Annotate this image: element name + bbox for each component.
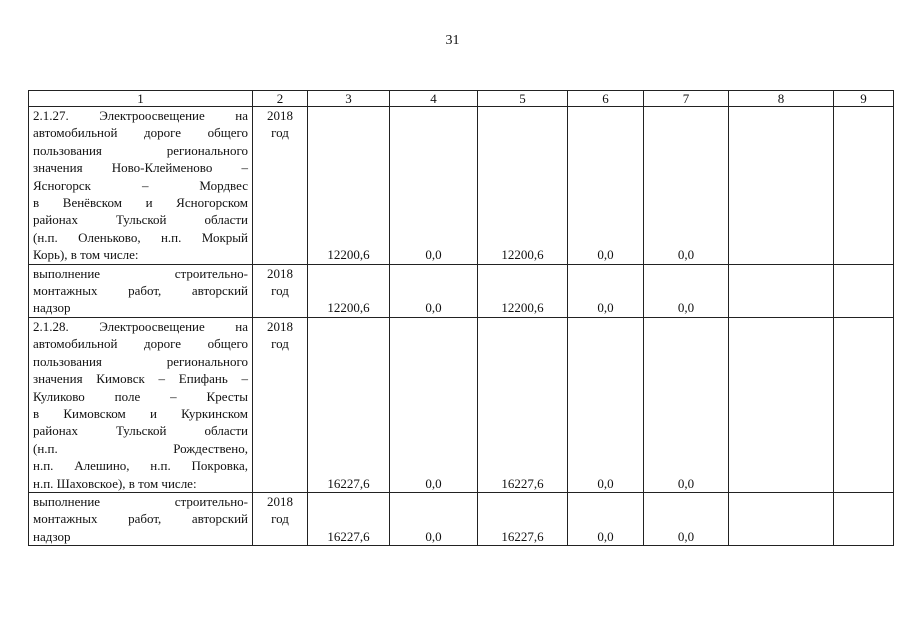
value-cell-c8 (729, 492, 834, 545)
value-cell-c9 (834, 492, 894, 545)
value-cell-c8 (729, 317, 834, 492)
value-cell-c7: 0,0 (644, 264, 729, 317)
description-line: автомобильной дороге общего (33, 336, 248, 352)
value-cell-c3: 16227,6 (308, 492, 390, 545)
value-cell-c4: 0,0 (390, 317, 478, 492)
year-cell: 2018 год (253, 264, 308, 317)
description-line: пользования регионального (33, 353, 248, 369)
budget-table (28, 90, 894, 546)
description-line: 2.1.27. Электроосвещение на (33, 108, 248, 123)
value-cell-c7: 0,0 (644, 107, 729, 265)
description-line: значения Кимовск – Епифань – (33, 371, 248, 387)
value-cell-c4: 0,0 (390, 107, 478, 265)
table-row (29, 107, 894, 265)
description-line: Корь), в том числе: (33, 247, 139, 263)
column-header: 2 (253, 91, 308, 107)
description-line: значения Ново-Клейменово – (33, 160, 248, 176)
page-number: 31 (445, 33, 460, 48)
value-cell-c8 (729, 107, 834, 265)
value-cell-c3: 12200,6 (308, 264, 390, 317)
description-line: выполнение строительно- (33, 493, 248, 509)
column-header: 6 (568, 91, 644, 107)
column-header: 9 (834, 91, 894, 107)
column-header: 7 (644, 91, 729, 107)
value-cell-c3: 12200,6 (308, 107, 390, 265)
column-number-row (29, 91, 894, 107)
description-line: надзор (33, 300, 71, 316)
item-description (29, 264, 253, 317)
value-cell-c3: 16227,6 (308, 317, 390, 492)
value-cell-c4: 0,0 (390, 492, 478, 545)
description-line: в Венёвском и Ясногорском (33, 195, 248, 211)
description-line: районах Тульской области (33, 423, 248, 439)
description-line: районах Тульской области (33, 212, 248, 228)
table-row (29, 317, 894, 492)
value-cell-c4: 0,0 (390, 264, 478, 317)
description-line: н.п. Алешино, н.п. Покровка, (33, 458, 248, 474)
value-cell-c5: 16227,6 (478, 492, 568, 545)
value-cell-c9 (834, 264, 894, 317)
description-line: (н.п. Оленьково, н.п. Мокрый (33, 229, 248, 245)
value-cell-c7: 0,0 (644, 317, 729, 492)
table-row (29, 492, 894, 545)
description-line: в Кимовском и Куркинском (33, 405, 248, 421)
description-line: пользования регионального (33, 142, 248, 158)
description-line: надзор (33, 528, 71, 544)
value-cell-c5: 12200,6 (478, 107, 568, 265)
description-line: автомобильной дороге общего (33, 125, 248, 141)
item-description (29, 492, 253, 545)
item-description (29, 107, 253, 265)
value-cell-c9 (834, 107, 894, 265)
description-line: н.п. Шаховское), в том числе: (33, 475, 197, 491)
column-header: 3 (308, 91, 390, 107)
value-cell-c5: 12200,6 (478, 264, 568, 317)
column-header: 4 (390, 91, 478, 107)
description-line: (н.п. Рождествено, (33, 440, 248, 456)
value-cell-c8 (729, 264, 834, 317)
value-cell-c6: 0,0 (568, 107, 644, 265)
description-line: монтажных работ, авторский (33, 511, 248, 527)
description-line: выполнение строительно- (33, 265, 248, 281)
column-header: 5 (478, 91, 568, 107)
description-line: Ясногорск – Мордвес (33, 177, 248, 193)
item-description (29, 317, 253, 492)
column-header: 8 (729, 91, 834, 107)
description-line: 2.1.28. Электроосвещение на (33, 318, 248, 334)
year-cell: 2018 год (253, 317, 308, 492)
value-cell-c7: 0,0 (644, 492, 729, 545)
year-cell: 2018 год (253, 492, 308, 545)
year-cell: 2018 год (253, 107, 308, 265)
value-cell-c6: 0,0 (568, 317, 644, 492)
value-cell-c9 (834, 317, 894, 492)
table-row (29, 264, 894, 317)
value-cell-c6: 0,0 (568, 492, 644, 545)
description-line: Куликово поле – Кресты (33, 388, 248, 404)
description-line: монтажных работ, авторский (33, 283, 248, 299)
column-header: 1 (29, 91, 253, 107)
value-cell-c6: 0,0 (568, 264, 644, 317)
value-cell-c5: 16227,6 (478, 317, 568, 492)
